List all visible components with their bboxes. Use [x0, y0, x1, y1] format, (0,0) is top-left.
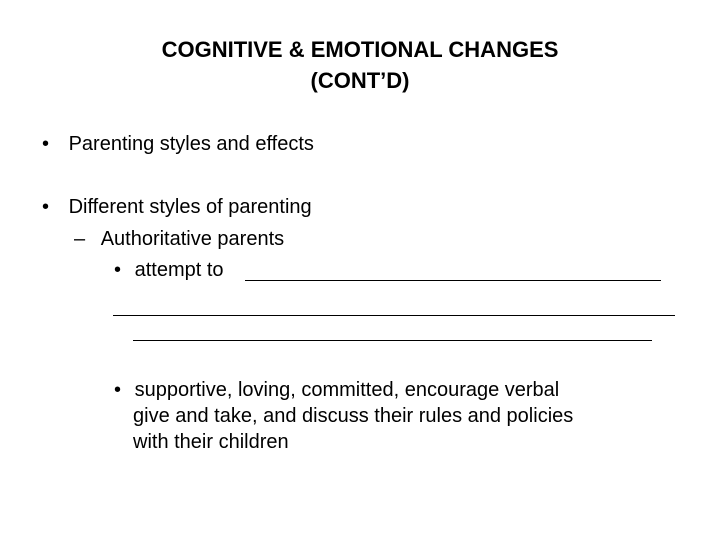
bullet-text: Different styles of parenting: [68, 196, 312, 218]
blank-line-1: [245, 280, 661, 281]
sub-sub-item-text-line-1: supportive, loving, committed, encourage verbal: [134, 379, 560, 401]
sub-item-authoritative: [74, 227, 284, 251]
blank-line-2: [113, 315, 675, 316]
bullet-icon: •: [114, 259, 122, 281]
sub-sub-item-supportive: [114, 378, 559, 402]
slide-title: [0, 34, 720, 96]
bullet-text: Parenting styles and effects: [68, 133, 314, 155]
bullet-item-different-styles: [42, 195, 312, 219]
bullet-icon: •: [42, 196, 50, 218]
sub-sub-item-text: attempt to: [134, 259, 224, 281]
blank-line-3: [133, 340, 652, 341]
sub-sub-item-attempt: [114, 258, 224, 282]
sub-sub-item-supportive-line-2: give and take, and discuss their rules and policies: [133, 405, 574, 427]
title-line-2: (CONT’D): [310, 68, 410, 93]
bullet-item-parenting-styles: [42, 132, 314, 156]
bullet-icon: •: [42, 133, 50, 155]
sub-sub-item-supportive-line-3: with their children: [133, 431, 289, 453]
sub-item-text: Authoritative parents: [100, 228, 285, 250]
dash-icon: –: [74, 228, 86, 250]
title-line-1: COGNITIVE & EMOTIONAL CHANGES: [161, 37, 559, 62]
bullet-icon: •: [114, 379, 122, 401]
